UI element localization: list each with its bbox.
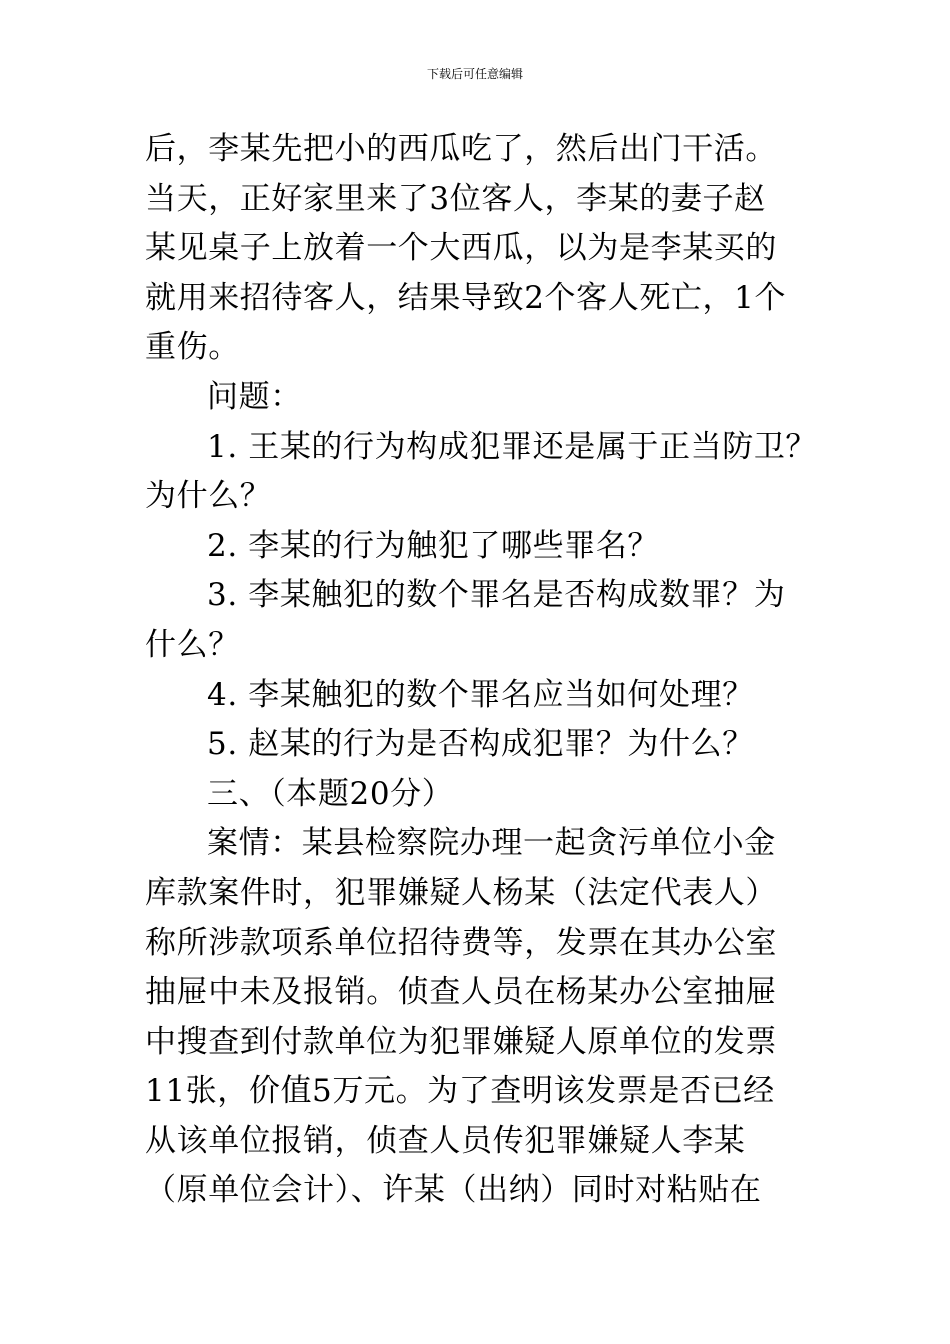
- text-line: 当天，正好家里来了3位客人，李某的妻子赵: [145, 180, 766, 217]
- text-line: 库款案件时，犯罪嫌疑人杨某（法定代表人）: [145, 874, 777, 911]
- question-5: 5. 赵某的行为是否构成犯罪？为什么？: [207, 726, 754, 763]
- text-line: 后，李某先把小的西瓜吃了，然后出门干活。: [145, 131, 777, 167]
- question-4: 4. 李某触犯的数个罪名应当如何处理？: [207, 676, 754, 713]
- text-line: 11张，价值5万元。为了查明该发票是否已经: [145, 1073, 775, 1110]
- text-line: 中搜查到付款单位为犯罪嫌疑人原单位的发票: [145, 1023, 777, 1060]
- question-3: 3. 李某触犯的数个罪名是否构成数罪？为: [207, 577, 786, 614]
- question-3-continued: 什么？: [145, 626, 240, 663]
- question-2: 2. 李某的行为触犯了哪些罪名？: [207, 527, 660, 564]
- text-line: 抽屉中未及报销。侦查人员在杨某办公室抽屉: [145, 974, 777, 1011]
- text-line: （原单位会计）、许某（出纳）同时对粘贴在: [145, 1172, 762, 1209]
- text-line: 从该单位报销，侦查人员传犯罪嫌疑人李某: [145, 1122, 746, 1159]
- document-body: [145, 125, 817, 1216]
- text-line: 就用来招待客人，结果导致2个客人死亡，1个: [145, 279, 787, 316]
- header-note: 下载后可任意编辑: [426, 67, 523, 81]
- question-1: 1. 王某的行为构成犯罪还是属于正当防卫？: [207, 428, 818, 465]
- text-line: 重伤。: [145, 329, 240, 366]
- text-line: 称所涉款项系单位招待费等，发票在其办公室: [145, 924, 777, 961]
- question-1-continued: 为什么？: [145, 478, 272, 515]
- text-line: 某见桌子上放着一个大西瓜，以为是李某买的: [145, 230, 777, 267]
- questions-heading: 问题：: [207, 378, 302, 415]
- section-heading: 三、（本题20分）: [207, 775, 454, 812]
- case-paragraph-start: 案情：某县检察院办理一起贪污单位小金: [207, 825, 776, 862]
